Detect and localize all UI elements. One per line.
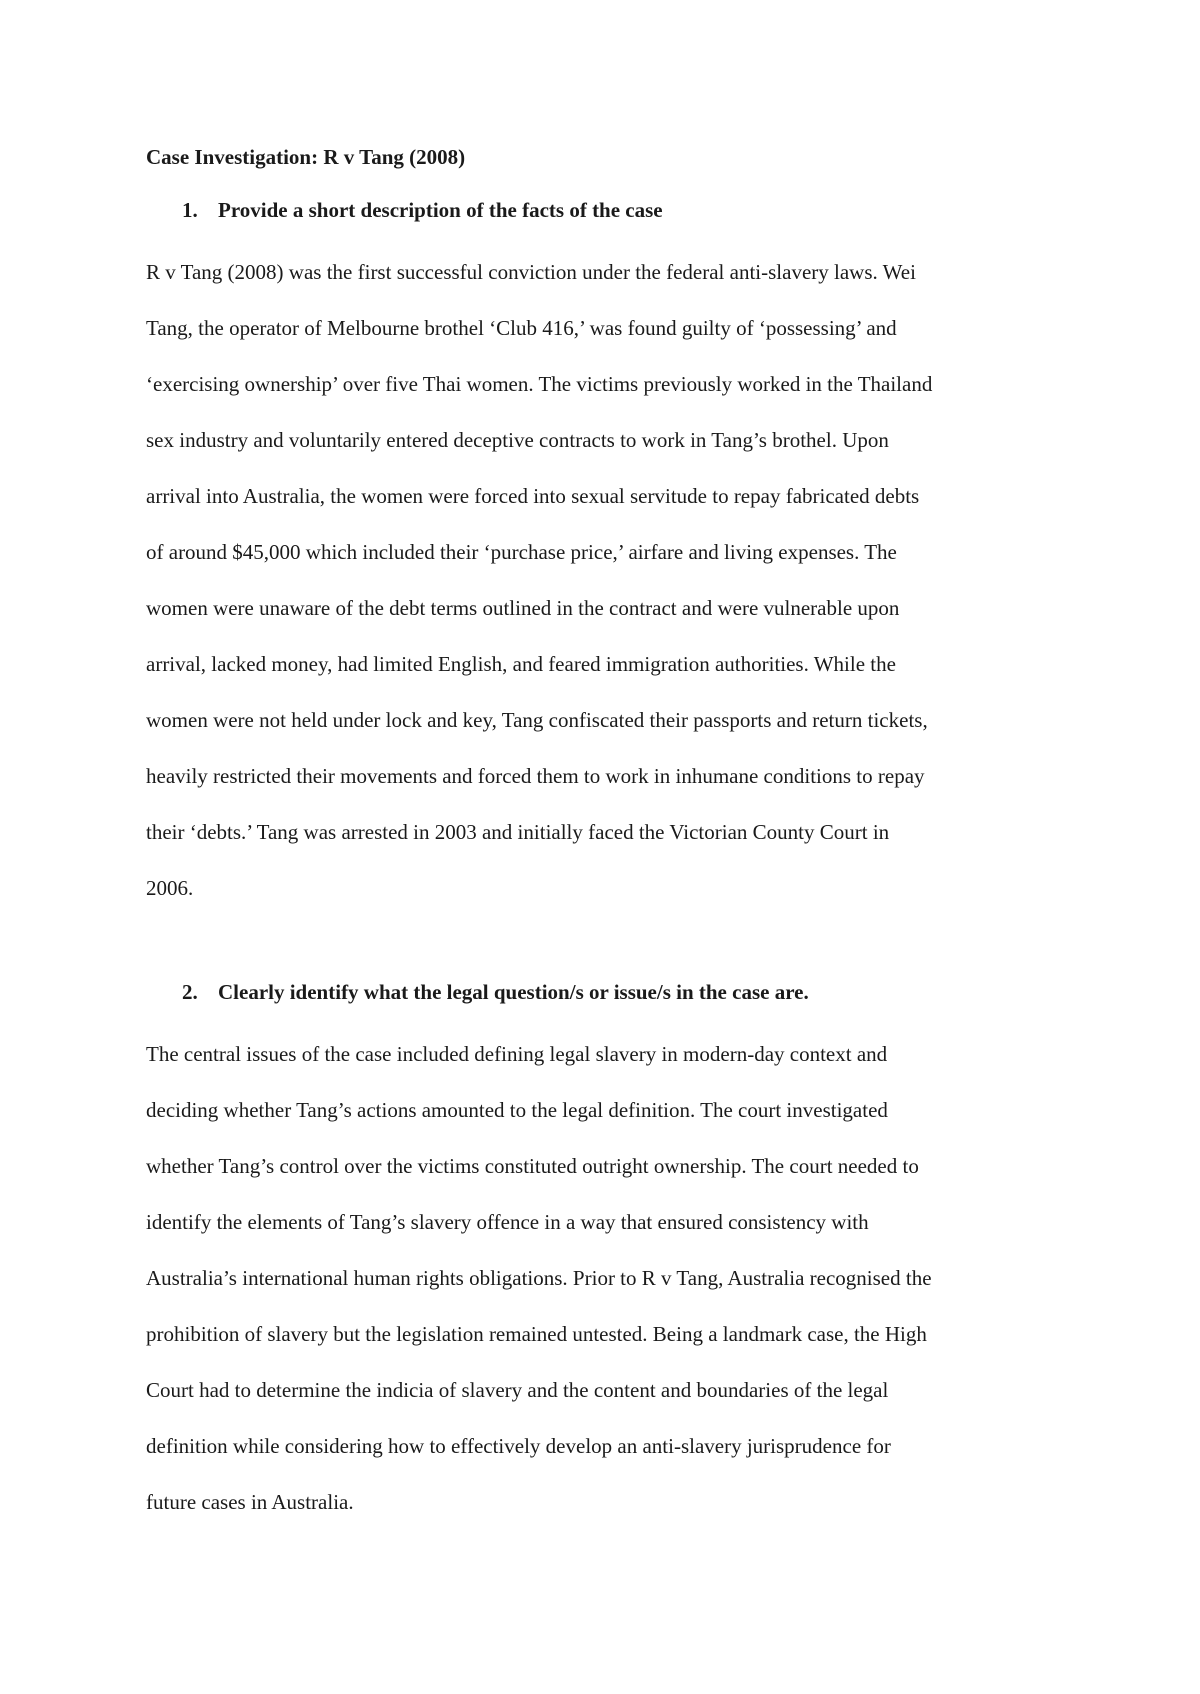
section-1-heading-text: Provide a short description of the facts of the case <box>218 198 663 222</box>
paragraph-line: The central issues of the case included defining legal slavery in modern-day context and <box>146 1042 888 1066</box>
paragraph-line: arrival into Australia, the women were forced into sexual servitude to repay fabricated debts <box>146 484 920 508</box>
paragraph-line: deciding whether Tang’s actions amounted to the legal definition. The court investigated <box>146 1098 888 1122</box>
paragraph-line: heavily restricted their movements and forced them to work in inhumane conditions to repay <box>146 764 925 788</box>
paragraph-line: definition while considering how to effectively develop an anti-slavery jurisprudence for <box>146 1434 891 1458</box>
section-2-heading <box>182 980 809 1005</box>
paragraph-line: their ‘debts.’ Tang was arrested in 2003 and initially faced the Victorian County Court in <box>146 820 890 844</box>
section-1-number: 1. <box>182 198 198 222</box>
paragraph-line: whether Tang’s control over the victims constituted outright ownership. The court needed to <box>146 1154 919 1178</box>
paragraph-line: R v Tang (2008) was the first successful conviction under the federal anti-slavery laws. Wei <box>146 260 916 284</box>
paragraph-line: future cases in Australia. <box>146 1490 354 1514</box>
paragraph-line: Court had to determine the indicia of slavery and the content and boundaries of the legal <box>146 1378 889 1402</box>
section-1-heading <box>182 198 663 223</box>
section-2-heading-text: Clearly identify what the legal question/s or issue/s in the case are. <box>218 980 809 1004</box>
paragraph-line: women were not held under lock and key, Tang confiscated their passports and return tickets, <box>146 708 928 732</box>
paragraph-line: Australia’s international human rights obligations. Prior to R v Tang, Australia recognised the <box>146 1266 932 1290</box>
paragraph-line: identify the elements of Tang’s slavery offence in a way that ensured consistency with <box>146 1210 869 1234</box>
section-2-paragraph <box>146 1026 1070 1530</box>
paragraph-line: Tang, the operator of Melbourne brothel ‘Club 416,’ was found guilty of ‘possessing’ and <box>146 316 897 340</box>
section-2-number: 2. <box>182 980 198 1004</box>
document-title: Case Investigation: R v Tang (2008) <box>146 145 466 169</box>
paragraph-line: 2006. <box>146 876 194 900</box>
paragraph-line: sex industry and voluntarily entered deceptive contracts to work in Tang’s brothel. Upon <box>146 428 889 452</box>
paragraph-line: prohibition of slavery but the legislation remained untested. Being a landmark case, the High <box>146 1322 927 1346</box>
paragraph-line: women were unaware of the debt terms outlined in the contract and were vulnerable upon <box>146 596 900 620</box>
paragraph-line: of around $45,000 which included their ‘purchase price,’ airfare and living expenses. The <box>146 540 897 564</box>
paragraph-line: arrival, lacked money, had limited English, and feared immigration authorities. While the <box>146 652 896 676</box>
paragraph-line: ‘exercising ownership’ over five Thai women. The victims previously worked in the Thailand <box>146 372 933 396</box>
section-1-paragraph <box>146 244 1070 916</box>
